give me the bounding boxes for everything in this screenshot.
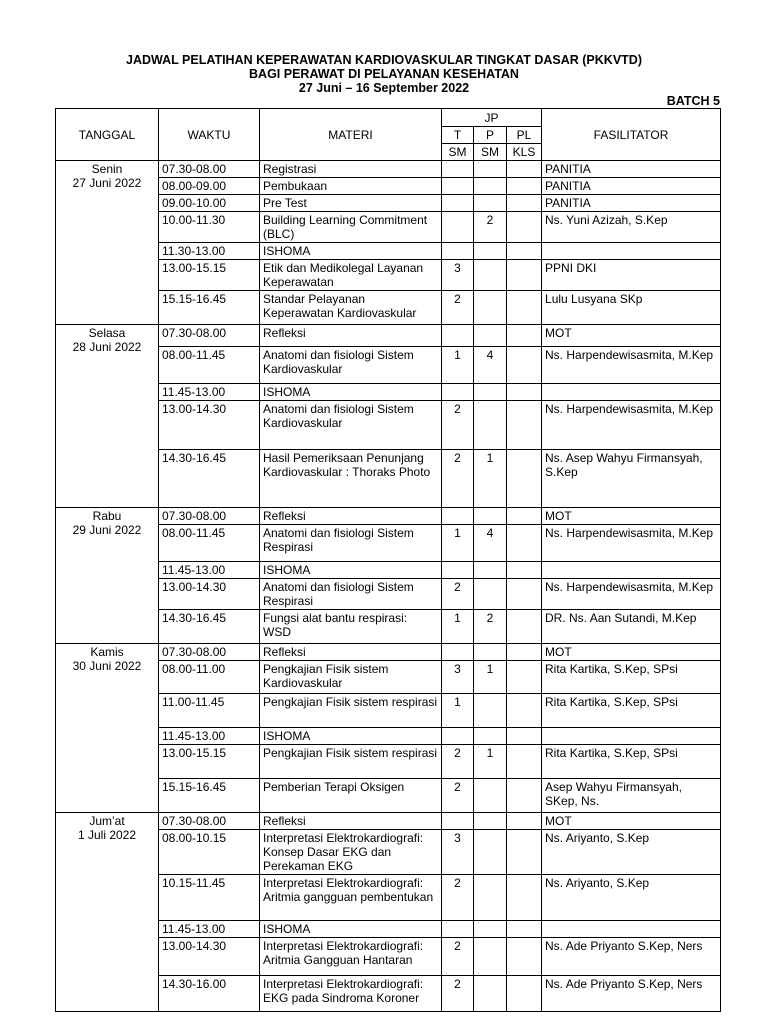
topic-cell: Hasil Pemeriksaan Penunjang Kardiovaskular : Thoraks Photo xyxy=(260,450,442,508)
topic-cell: Refleksi xyxy=(260,644,442,661)
facilitator-cell: MOT xyxy=(542,508,721,525)
jp-pl-cell xyxy=(507,976,542,1012)
facilitator-cell: Rita Kartika, S.Kep, SPsi xyxy=(542,745,721,779)
jp-p-cell xyxy=(474,401,507,450)
topic-cell: Pengkajian Fisik sistem respirasi xyxy=(260,745,442,779)
day-name: Rabu xyxy=(92,509,122,523)
time-cell: 08.00-10.15 xyxy=(159,830,260,875)
topic-cell: Anatomi dan fisiologi Sistem Kardiovaskular xyxy=(260,347,442,384)
jp-t-cell: 3 xyxy=(442,830,474,875)
topic-cell: Pre Test xyxy=(260,195,442,212)
topic-cell: Pemberian Terapi Oksigen xyxy=(260,779,442,813)
time-cell: 11.45-13.00 xyxy=(159,562,260,579)
time-cell: 11.45-13.00 xyxy=(159,921,260,938)
time-cell: 08.00-11.45 xyxy=(159,347,260,384)
jp-pl-cell xyxy=(507,779,542,813)
jp-p-cell xyxy=(474,562,507,579)
jp-t-cell xyxy=(442,644,474,661)
jp-p-cell: 4 xyxy=(474,525,507,562)
jp-p-cell xyxy=(474,579,507,610)
jp-t-cell xyxy=(442,508,474,525)
jp-pl-cell xyxy=(507,644,542,661)
facilitator-cell: Ns. Harpendewisasmita, M.Kep xyxy=(542,579,721,610)
jp-pl-cell xyxy=(507,325,542,347)
jp-p-cell: 2 xyxy=(474,212,507,243)
facilitator-cell: MOT xyxy=(542,813,721,830)
facilitator-cell: Ns. Asep Wahyu Firmansyah, S.Kep xyxy=(542,450,721,508)
facilitator-cell: PANITIA xyxy=(542,178,721,195)
time-cell: 07.30-08.00 xyxy=(159,813,260,830)
day-name: Kamis xyxy=(90,645,124,659)
facilitator-cell: Ns. Harpendewisasmita, M.Kep xyxy=(542,347,721,384)
jp-t-cell xyxy=(442,161,474,178)
jp-t-cell: 2 xyxy=(442,938,474,976)
jp-pl-cell xyxy=(507,745,542,779)
jp-pl-cell xyxy=(507,347,542,384)
jp-pl-cell xyxy=(507,401,542,450)
time-cell: 07.30-08.00 xyxy=(159,508,260,525)
time-cell: 08.00-11.00 xyxy=(159,661,260,694)
schedule-body xyxy=(56,161,721,1012)
jp-t-cell: 2 xyxy=(442,579,474,610)
jp-t-cell: 1 xyxy=(442,347,474,384)
jp-p-cell xyxy=(474,976,507,1012)
jp-t-cell xyxy=(442,178,474,195)
jp-pl-cell xyxy=(507,212,542,243)
col-header-pl-unit: KLS xyxy=(507,144,542,161)
jp-pl-cell xyxy=(507,610,542,644)
col-header-t: T xyxy=(442,127,474,144)
jp-p-cell xyxy=(474,938,507,976)
col-header-materi: MATERI xyxy=(260,109,442,161)
topic-cell: Standar Pelayanan Keperawatan Kardiovaskular xyxy=(260,291,442,325)
time-cell: 07.30-08.00 xyxy=(159,644,260,661)
jp-t-cell: 2 xyxy=(442,450,474,508)
jp-p-cell xyxy=(474,260,507,291)
jp-t-cell: 2 xyxy=(442,401,474,450)
jp-t-cell: 2 xyxy=(442,976,474,1012)
document-subtitle: BAGI PERAWAT DI PELAYANAN KESEHATAN xyxy=(249,67,519,81)
jp-t-cell xyxy=(442,384,474,401)
jp-pl-cell xyxy=(507,830,542,875)
jp-t-cell xyxy=(442,813,474,830)
day-name: Senin xyxy=(91,162,123,176)
jp-pl-cell xyxy=(507,195,542,212)
schedule-table xyxy=(55,108,721,1012)
topic-cell: Interpretasi Elektrokardiografi: EKG pada Sindroma Koroner xyxy=(260,976,442,1012)
facilitator-cell xyxy=(542,243,721,260)
facilitator-cell: MOT xyxy=(542,644,721,661)
facilitator-cell: DR. Ns. Aan Sutandi, M.Kep xyxy=(542,610,721,644)
facilitator-cell: Asep Wahyu Firmansyah, SKep, Ns. xyxy=(542,779,721,813)
date-cell xyxy=(56,161,159,325)
facilitator-cell: Ns. Harpendewisasmita, M.Kep xyxy=(542,525,721,562)
jp-p-cell: 1 xyxy=(474,450,507,508)
col-header-pl: PL xyxy=(507,127,542,144)
jp-p-cell xyxy=(474,644,507,661)
facilitator-cell: MOT xyxy=(542,325,721,347)
topic-cell: Interpretasi Elektrokardiografi: Aritmia Gangguan Hantaran xyxy=(260,938,442,976)
jp-t-cell xyxy=(442,212,474,243)
facilitator-cell xyxy=(542,728,721,745)
time-cell: 09.00-10.00 xyxy=(159,195,260,212)
facilitator-cell xyxy=(542,921,721,938)
col-header-fasilitator: FASILITATOR xyxy=(542,109,721,161)
day-date: 30 Juni 2022 xyxy=(72,659,142,673)
jp-p-cell: 1 xyxy=(474,745,507,779)
day-name: Jum’at xyxy=(89,814,125,828)
facilitator-cell: Rita Kartika, S.Kep, SPsi xyxy=(542,661,721,694)
day-name: Selasa xyxy=(88,326,126,340)
topic-cell: Anatomi dan fisiologi Sistem Kardiovaskular xyxy=(260,401,442,450)
jp-t-cell: 1 xyxy=(442,610,474,644)
col-header-t-unit: SM xyxy=(442,144,474,161)
day-date: 29 Juni 2022 xyxy=(72,523,142,537)
topic-cell: Pembukaan xyxy=(260,178,442,195)
jp-t-cell xyxy=(442,921,474,938)
topic-cell: Interpretasi Elektrokardiografi: Aritmia gangguan pembentukan xyxy=(260,875,442,921)
jp-pl-cell xyxy=(507,661,542,694)
topic-cell: Refleksi xyxy=(260,813,442,830)
facilitator-cell: Ns. Ariyanto, S.Kep xyxy=(542,875,721,921)
jp-p-cell xyxy=(474,921,507,938)
jp-t-cell: 3 xyxy=(442,661,474,694)
time-cell: 14.30-16.45 xyxy=(159,450,260,508)
facilitator-cell: Ns. Harpendewisasmita, M.Kep xyxy=(542,401,721,450)
facilitator-cell: PANITIA xyxy=(542,195,721,212)
topic-cell: Pengkajian Fisik sistem Kardiovaskular xyxy=(260,661,442,694)
time-cell: 14.30-16.45 xyxy=(159,610,260,644)
time-cell: 10.00-11.30 xyxy=(159,212,260,243)
topic-cell: Building Learning Commitment (BLC) xyxy=(260,212,442,243)
time-cell: 07.30-08.00 xyxy=(159,325,260,347)
time-cell: 07.30-08.00 xyxy=(159,161,260,178)
schedule-row xyxy=(56,508,721,525)
jp-p-cell xyxy=(474,694,507,728)
jp-t-cell xyxy=(442,562,474,579)
topic-cell: ISHOMA xyxy=(260,243,442,260)
jp-pl-cell xyxy=(507,450,542,508)
jp-t-cell xyxy=(442,325,474,347)
jp-pl-cell xyxy=(507,508,542,525)
topic-cell: Fungsi alat bantu respirasi: WSD xyxy=(260,610,442,644)
time-cell: 08.00-11.45 xyxy=(159,525,260,562)
jp-t-cell: 1 xyxy=(442,525,474,562)
time-cell: 14.30-16.00 xyxy=(159,976,260,1012)
jp-p-cell xyxy=(474,161,507,178)
jp-p-cell xyxy=(474,178,507,195)
jp-p-cell xyxy=(474,728,507,745)
schedule-header xyxy=(56,109,721,161)
time-cell: 08.00-09.00 xyxy=(159,178,260,195)
time-cell: 13.00-14.30 xyxy=(159,938,260,976)
time-cell: 11.45-13.00 xyxy=(159,728,260,745)
day-date: 1 Juli 2022 xyxy=(77,828,137,842)
jp-p-cell xyxy=(474,384,507,401)
topic-cell: ISHOMA xyxy=(260,384,442,401)
jp-pl-cell xyxy=(507,562,542,579)
jp-t-cell: 2 xyxy=(442,745,474,779)
jp-pl-cell xyxy=(507,291,542,325)
jp-pl-cell xyxy=(507,178,542,195)
jp-p-cell: 1 xyxy=(474,661,507,694)
facilitator-cell: Ns. Ade Priyanto S.Kep, Ners xyxy=(542,976,721,1012)
topic-cell: Etik dan Medikolegal Layanan Keperawatan xyxy=(260,260,442,291)
topic-cell: Registrasi xyxy=(260,161,442,178)
date-cell xyxy=(56,325,159,508)
schedule-row xyxy=(56,644,721,661)
jp-pl-cell xyxy=(507,938,542,976)
time-cell: 13.00-15.15 xyxy=(159,745,260,779)
jp-t-cell xyxy=(442,195,474,212)
topic-cell: Interpretasi Elektrokardiografi: Konsep Dasar EKG dan Perekaman EKG xyxy=(260,830,442,875)
jp-t-cell: 2 xyxy=(442,875,474,921)
jp-p-cell xyxy=(474,243,507,260)
date-cell xyxy=(56,508,159,644)
time-cell: 13.00-14.30 xyxy=(159,401,260,450)
jp-t-cell xyxy=(442,728,474,745)
col-header-p-unit: SM xyxy=(474,144,507,161)
col-header-tanggal: TANGGAL xyxy=(56,109,159,161)
facilitator-cell: Rita Kartika, S.Kep, SPsi xyxy=(542,694,721,728)
jp-pl-cell xyxy=(507,260,542,291)
jp-t-cell: 3 xyxy=(442,260,474,291)
facilitator-cell xyxy=(542,562,721,579)
time-cell: 13.00-14.30 xyxy=(159,579,260,610)
jp-pl-cell xyxy=(507,243,542,260)
jp-p-cell xyxy=(474,508,507,525)
jp-pl-cell xyxy=(507,161,542,178)
jp-p-cell xyxy=(474,325,507,347)
day-date: 27 Juni 2022 xyxy=(72,176,142,190)
col-header-p: P xyxy=(474,127,507,144)
schedule-row xyxy=(56,325,721,347)
facilitator-cell xyxy=(542,384,721,401)
jp-pl-cell xyxy=(507,875,542,921)
batch-label: BATCH 5 xyxy=(666,94,720,108)
jp-pl-cell xyxy=(507,579,542,610)
facilitator-cell: Ns. Ade Priyanto S.Kep, Ners xyxy=(542,938,721,976)
facilitator-cell: PPNI DKI xyxy=(542,260,721,291)
col-header-jp: JP xyxy=(442,109,542,127)
col-header-waktu: WAKTU xyxy=(159,109,260,161)
topic-cell: ISHOMA xyxy=(260,921,442,938)
jp-p-cell xyxy=(474,291,507,325)
jp-p-cell xyxy=(474,830,507,875)
jp-pl-cell xyxy=(507,728,542,745)
jp-p-cell: 4 xyxy=(474,347,507,384)
facilitator-cell: Ns. Yuni Azizah, S.Kep xyxy=(542,212,721,243)
date-cell xyxy=(56,813,159,1012)
jp-t-cell: 1 xyxy=(442,694,474,728)
jp-pl-cell xyxy=(507,384,542,401)
schedule-row xyxy=(56,161,721,178)
jp-p-cell xyxy=(474,195,507,212)
jp-pl-cell xyxy=(507,813,542,830)
document-date-range: 27 Juni – 16 September 2022 xyxy=(298,81,470,95)
time-cell: 11.30-13.00 xyxy=(159,243,260,260)
topic-cell: Anatomi dan fisiologi Sistem Respirasi xyxy=(260,525,442,562)
jp-pl-cell xyxy=(507,921,542,938)
time-cell: 13.00-15.15 xyxy=(159,260,260,291)
facilitator-cell: PANITIA xyxy=(542,161,721,178)
topic-cell: Anatomi dan fisiologi Sistem Respirasi xyxy=(260,579,442,610)
facilitator-cell: Lulu Lusyana SKp xyxy=(542,291,721,325)
topic-cell: Refleksi xyxy=(260,508,442,525)
day-date: 28 Juni 2022 xyxy=(72,340,142,354)
jp-t-cell xyxy=(442,243,474,260)
jp-p-cell: 2 xyxy=(474,610,507,644)
jp-p-cell xyxy=(474,875,507,921)
time-cell: 11.00-11.45 xyxy=(159,694,260,728)
time-cell: 11.45-13.00 xyxy=(159,384,260,401)
jp-p-cell xyxy=(474,779,507,813)
schedule-row xyxy=(56,813,721,830)
facilitator-cell: Ns. Ariyanto, S.Kep xyxy=(542,830,721,875)
jp-p-cell xyxy=(474,813,507,830)
time-cell: 15.15-16.45 xyxy=(159,779,260,813)
topic-cell: Refleksi xyxy=(260,325,442,347)
jp-pl-cell xyxy=(507,694,542,728)
document-title: JADWAL PELATIHAN KEPERAWATAN KARDIOVASKULAR TINGKAT DASAR (PKKVTD) xyxy=(126,53,642,67)
topic-cell: ISHOMA xyxy=(260,728,442,745)
time-cell: 15.15-16.45 xyxy=(159,291,260,325)
topic-cell: Pengkajian Fisik sistem respirasi xyxy=(260,694,442,728)
jp-t-cell: 2 xyxy=(442,779,474,813)
date-cell xyxy=(56,644,159,813)
topic-cell: ISHOMA xyxy=(260,562,442,579)
time-cell: 10.15-11.45 xyxy=(159,875,260,921)
jp-pl-cell xyxy=(507,525,542,562)
jp-t-cell: 2 xyxy=(442,291,474,325)
